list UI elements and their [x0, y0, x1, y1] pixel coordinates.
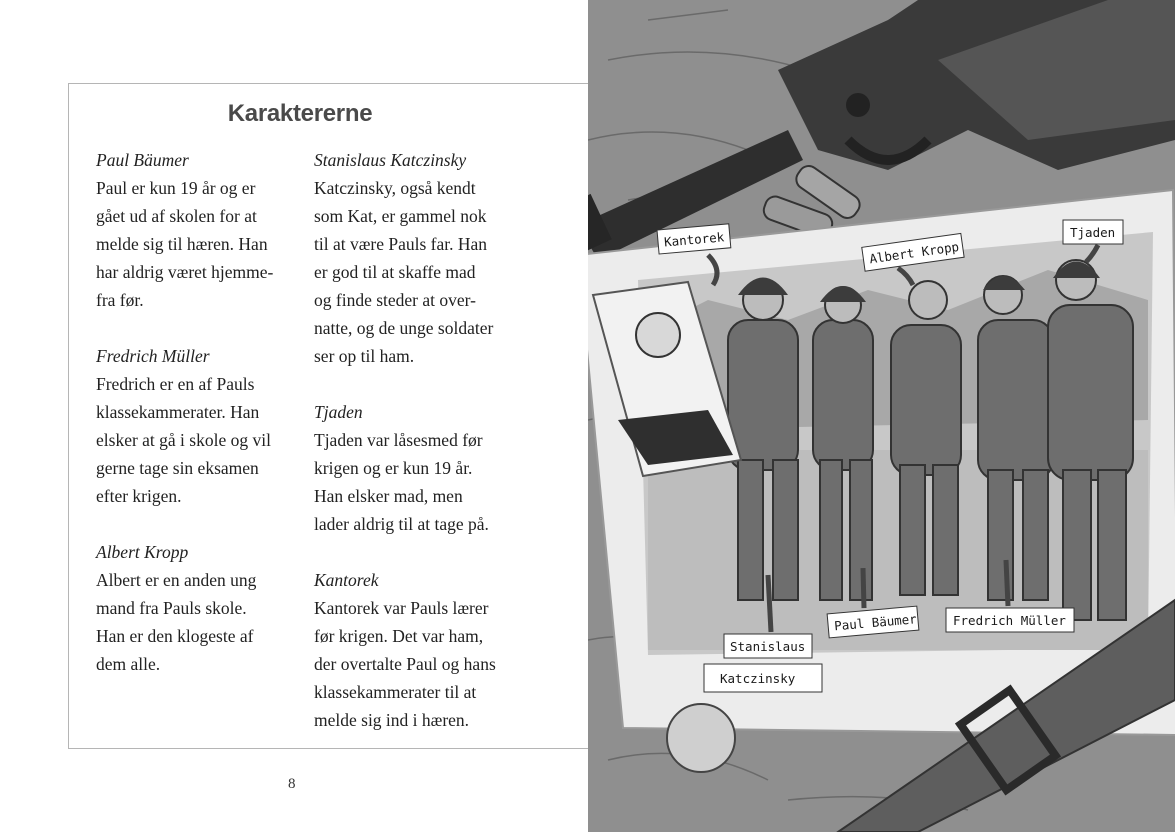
label-text: Albert Kropp — [868, 238, 960, 267]
text-line: før krigen. Det var ham, — [314, 626, 484, 646]
text-line: Kantorek var Pauls lærer — [314, 598, 489, 618]
text-line: ser op til ham. — [314, 346, 415, 366]
text-line: som Kat, er gammel nok — [314, 206, 487, 226]
label-text: Katczinsky — [720, 671, 796, 686]
character-entry — [96, 538, 308, 678]
text-line: til at være Pauls far. Han — [314, 234, 488, 254]
character-entry — [314, 398, 546, 538]
label-text: Fredrich Müller — [953, 613, 1066, 628]
text-line: krigen og er kun 19 år. — [314, 458, 473, 478]
text-line: gået ud af skolen for at — [96, 206, 257, 226]
text-line: Paul er kun 19 år og er — [96, 178, 256, 198]
character-name: Tjaden — [314, 402, 363, 422]
character-name: Stanislaus Katczinsky — [314, 150, 467, 170]
character-name: Albert Kropp — [96, 542, 189, 562]
text-line: efter krigen. — [96, 486, 182, 506]
coin — [667, 704, 735, 772]
text-line: og finde steder at over- — [314, 290, 476, 310]
character-entry — [314, 146, 546, 370]
label-fredrich-muller — [946, 608, 1074, 632]
text-line: klassekammerater. Han — [96, 402, 260, 422]
illustration-page — [588, 0, 1175, 832]
label-text: Kantorek — [663, 229, 725, 250]
text-line: Fredrich er en af Pauls — [96, 374, 255, 394]
label-text: Tjaden — [1070, 225, 1116, 240]
character-name: Fredrich Müller — [96, 346, 210, 366]
label-text: Stanislaus — [730, 639, 806, 654]
text-line: elsker at gå i skole og vil — [96, 430, 271, 450]
text-line: der overtalte Paul og hans — [314, 654, 496, 674]
character-name: Kantorek — [314, 570, 379, 590]
illustration — [588, 0, 1175, 832]
left-column — [96, 146, 308, 706]
text-line: Han er den klogeste af — [96, 626, 254, 646]
character-entry — [96, 342, 308, 510]
character-entry — [96, 146, 308, 314]
text-line: Tjaden var låsesmed før — [314, 430, 483, 450]
page-title: Karaktererne — [227, 100, 373, 127]
text-line: dem alle. — [96, 654, 161, 674]
label-tjaden — [1063, 220, 1123, 244]
text-line: er god til at skaffe mad — [314, 262, 476, 282]
text-line: Albert er en anden ung — [96, 570, 257, 590]
right-column — [314, 146, 546, 762]
text-line: melde sig ind i hæren. — [314, 710, 470, 730]
character-name: Paul Bäumer — [96, 150, 189, 170]
text-line: lader aldrig til at tage på. — [314, 514, 489, 534]
label-stanislaus — [724, 634, 812, 658]
text-line: klassekammerater til at — [314, 682, 477, 702]
text-line: har aldrig været hjemme- — [96, 262, 274, 282]
label-text: Paul Bäumer — [833, 611, 918, 634]
page-number: 8 — [288, 776, 296, 792]
text-line: Han elsker mad, men — [314, 486, 463, 506]
text-line: gerne tage sin eksamen — [96, 458, 259, 478]
text-line: natte, og de unge soldater — [314, 318, 494, 338]
label-katczinsky — [704, 664, 822, 692]
text-line: melde sig til hæren. Han — [96, 234, 268, 254]
text-line: Katczinsky, også kendt — [314, 178, 476, 198]
text-line: fra før. — [96, 290, 144, 310]
character-entry — [314, 566, 546, 734]
text-line: mand fra Pauls skole. — [96, 598, 247, 618]
